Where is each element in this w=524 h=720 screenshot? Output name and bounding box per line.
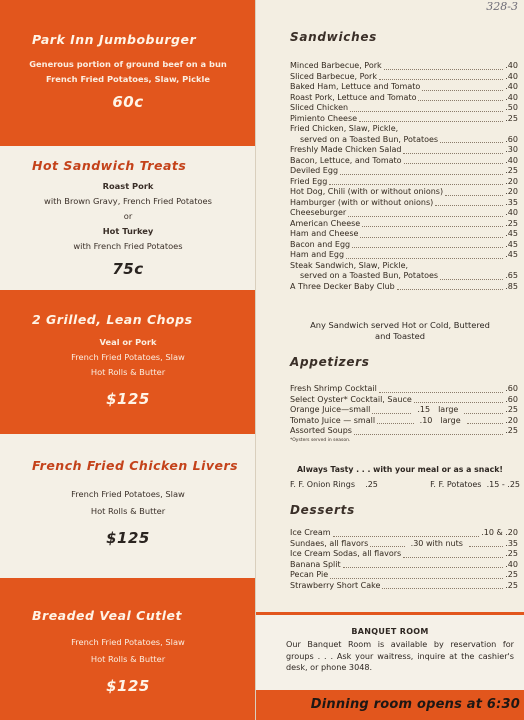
sandwich-note xyxy=(276,320,524,342)
sandwich-name: Steak Sandwich, Slaw, Pickle, xyxy=(290,260,409,270)
sandwich-price: .20 xyxy=(505,176,518,186)
livers-line2: Hot Rolls & Butter xyxy=(90,506,166,516)
sandwich-item xyxy=(290,82,518,93)
jumboburger-line1: Generous portion of ground beef on a bun xyxy=(29,59,227,69)
juice-large-label: large xyxy=(440,415,461,425)
sandwich-note-line2: and Toasted xyxy=(374,331,425,341)
sandwich-item xyxy=(290,261,518,272)
sandwich-price: .45 xyxy=(505,229,518,238)
hot-sandwich-title: Hot Sandwich Treats xyxy=(32,158,187,173)
sandwich-name: served on a Toasted Bun, Potatoes xyxy=(300,271,439,280)
veal-line1: French Fried Potatoes, Slaw xyxy=(71,637,185,647)
livers-line1: French Fried Potatoes, Slaw xyxy=(71,489,185,499)
leader-dots xyxy=(333,536,480,537)
leader-dots xyxy=(348,216,503,217)
sandwich-name: Pimiento Cheese xyxy=(290,113,358,123)
appetizer-price: .60 xyxy=(505,384,518,393)
chops-line3: Hot Rolls & Butter xyxy=(90,367,166,377)
dessert-name: Ice Cream xyxy=(290,528,331,537)
sandwich-name: Bacon and Egg xyxy=(290,239,351,249)
hot-sandwich-line2: with Brown Gravy, French Fried Potatoes xyxy=(44,196,212,206)
leader-dots xyxy=(440,142,503,143)
sandwich-price: .35 xyxy=(505,197,518,207)
leader-dots xyxy=(403,153,503,154)
sandwich-item xyxy=(290,114,518,125)
dessert-price: .25 xyxy=(505,549,518,558)
sandwich-item xyxy=(290,93,518,104)
dining-room-banner xyxy=(256,690,524,720)
sandwich-name: A Three Decker Baby Club xyxy=(290,281,395,291)
hot-sandwich-line5: with French Fried Potatoes xyxy=(73,241,183,251)
chops-line2: French Fried Potatoes, Slaw xyxy=(71,352,185,362)
dessert-item xyxy=(290,570,518,581)
sandwich-item xyxy=(290,240,518,251)
dessert-price: .10 & .20 xyxy=(481,528,518,537)
sides-row xyxy=(290,480,520,489)
sandwich-name: Ham and Egg xyxy=(290,250,345,259)
veal-line2: Hot Rolls & Butter xyxy=(90,654,166,664)
leader-dots xyxy=(435,205,503,206)
desserts-list xyxy=(290,528,518,591)
chops-line1: Veal or Pork xyxy=(99,337,157,347)
livers-block xyxy=(0,434,256,578)
sandwich-item xyxy=(290,177,518,188)
leader-dots xyxy=(372,413,411,414)
sandwich-price: .40 xyxy=(505,208,518,217)
juice-item xyxy=(290,416,518,427)
sandwich-name: Baked Ham, Lettuce and Tomato xyxy=(290,82,421,91)
leader-dots xyxy=(330,578,503,579)
jumboburger-line2: French Fried Potatoes, Slaw, Pickle xyxy=(45,74,211,84)
dessert-name: Strawberry Short Cake xyxy=(290,580,381,590)
leader-dots xyxy=(329,184,503,185)
soups-price: .25 xyxy=(505,426,518,435)
onion-rings-price: .25 xyxy=(365,480,378,489)
always-tasty-text: Always Tasty . . . with your meal or as a snack! xyxy=(297,465,503,474)
sandwich-price: .85 xyxy=(505,281,518,291)
sandwich-item xyxy=(290,219,518,230)
leader-dots xyxy=(350,111,503,112)
leader-dots xyxy=(440,279,503,280)
ff-potatoes-price: .15 - .25 xyxy=(486,480,520,489)
juice-small-price: .15 xyxy=(417,405,431,414)
sandwich-price: .65 xyxy=(505,271,518,280)
leader-dots xyxy=(403,557,503,558)
sandwich-price: .60 xyxy=(505,134,518,144)
leader-dots xyxy=(469,546,503,547)
leader-dots xyxy=(362,226,503,227)
sandwich-item xyxy=(290,271,518,282)
dessert-mid-price: .30 with nuts xyxy=(410,538,463,548)
leader-dots xyxy=(354,434,503,435)
leader-dots xyxy=(360,237,503,238)
juice-name: Orange Juice—small xyxy=(290,405,371,414)
dessert-price: .35 xyxy=(505,538,519,548)
sandwich-name: Fried Egg xyxy=(290,176,328,186)
sandwich-price: .40 xyxy=(505,155,518,165)
desserts-heading: Desserts xyxy=(290,503,355,517)
ff-potatoes xyxy=(430,480,520,489)
leader-dots xyxy=(343,567,504,568)
dessert-item xyxy=(290,528,518,539)
sandwich-name: American Cheese xyxy=(290,218,361,228)
sandwich-name: Fried Chicken, Slaw, Pickle, xyxy=(290,124,399,133)
banquet-body: Our Banquet Room is available by reservation for groups . . . Ask your waitress, inquire at the cashier's desk, or phone 3048. xyxy=(286,639,514,672)
chops-price: $125 xyxy=(106,390,150,408)
dessert-name: Pecan Pie xyxy=(290,570,329,579)
leader-dots xyxy=(404,163,504,164)
veal-block xyxy=(0,578,256,720)
dessert-price: .40 xyxy=(505,559,518,569)
sandwich-price: .30 xyxy=(505,145,518,154)
veal-price: $125 xyxy=(106,677,150,695)
dessert-name: Ice Cream Sodas, all flavors xyxy=(290,549,402,558)
appetizer-item xyxy=(290,395,518,406)
veal-title: Breaded Veal Cutlet xyxy=(32,608,182,623)
sandwich-price: .25 xyxy=(505,218,518,228)
juice-large-price: .25 xyxy=(505,405,519,414)
sandwich-name: Sliced Barbecue, Pork xyxy=(290,71,377,81)
sandwich-note-line1: Any Sandwich served Hot or Cold, Buttered xyxy=(310,320,490,330)
hot-sandwich-line1: Roast Pork xyxy=(102,181,154,191)
sandwich-item xyxy=(290,103,518,114)
livers-price: $125 xyxy=(106,529,150,547)
appetizer-name: Select Oyster* Cocktail, Sauce xyxy=(290,394,412,404)
leader-dots xyxy=(377,423,414,424)
juice-small-price: .10 xyxy=(419,415,433,425)
sandwich-name: Minced Barbecue, Pork xyxy=(290,61,382,70)
leader-dots xyxy=(384,69,504,70)
hot-sandwich-line4: Hot Turkey xyxy=(102,226,154,236)
appetizer-item xyxy=(290,384,518,395)
sandwich-price: .40 xyxy=(505,82,518,91)
onion-rings-name: F. F. Onion Rings xyxy=(290,480,355,489)
sandwich-price: .40 xyxy=(505,71,518,81)
sandwich-item xyxy=(290,187,518,198)
chops-block xyxy=(0,290,256,434)
dining-room-text: Dinning room opens at 6:30 xyxy=(310,697,520,712)
sandwich-price: .40 xyxy=(505,61,518,70)
sandwich-name: Deviled Egg xyxy=(290,166,339,175)
sandwich-name: Freshly Made Chicken Salad xyxy=(290,145,402,154)
sandwiches-list xyxy=(290,61,518,292)
juice-item xyxy=(290,405,518,416)
juice-large-label: large xyxy=(438,405,459,414)
left-column xyxy=(0,0,256,720)
leader-dots xyxy=(418,100,503,101)
dessert-name: Banana Split xyxy=(290,559,341,569)
sandwich-item xyxy=(290,229,518,240)
jumboburger-price: 60c xyxy=(112,93,144,111)
jumboburger-block xyxy=(0,0,256,146)
leader-dots xyxy=(370,546,404,547)
leader-dots xyxy=(379,392,503,393)
banquet-room-box xyxy=(256,612,524,690)
sandwich-name: Hot Dog, Chili (with or without onions) xyxy=(290,187,444,196)
dessert-item xyxy=(290,581,518,592)
sandwich-price: .50 xyxy=(505,103,518,112)
livers-title: French Fried Chicken Livers xyxy=(32,458,239,473)
sandwich-item xyxy=(290,61,518,72)
sandwich-item xyxy=(290,135,518,146)
jumboburger-title: Park Inn Jumboburger xyxy=(32,32,197,47)
sandwich-price: .45 xyxy=(505,239,518,249)
chops-title: 2 Grilled, Lean Chops xyxy=(32,312,193,327)
sandwich-name: Ham and Cheese xyxy=(290,229,359,238)
juice-large-price: .20 xyxy=(505,415,518,425)
leader-dots xyxy=(352,247,503,248)
soups-name: Assorted Soups xyxy=(290,426,352,435)
sandwich-name: Hamburger (with or without onions) xyxy=(290,197,434,207)
ff-potatoes-name: F. F. Potatoes xyxy=(430,480,482,489)
banquet-title: BANQUET ROOM xyxy=(351,627,429,636)
leader-dots xyxy=(467,423,504,424)
appetizer-price: .60 xyxy=(505,394,518,404)
sandwich-name: Sliced Chicken xyxy=(290,103,349,112)
hot-sandwich-price: 75c xyxy=(112,260,144,278)
sandwich-item xyxy=(290,72,518,83)
oyster-footnote: *Oysters served in season. xyxy=(290,437,351,443)
hot-sandwich-block xyxy=(0,146,256,290)
leader-dots xyxy=(379,79,503,80)
appetizer-name: Fresh Shrimp Cocktail xyxy=(290,384,377,393)
dessert-item xyxy=(290,549,518,560)
sandwich-price: .45 xyxy=(505,250,518,259)
leader-dots xyxy=(464,413,503,414)
sandwich-item xyxy=(290,166,518,177)
appetizers-heading: Appetizers xyxy=(290,355,370,369)
sandwich-item xyxy=(290,124,518,135)
leader-dots xyxy=(382,588,503,589)
leader-dots xyxy=(422,90,503,91)
leader-dots xyxy=(397,289,504,290)
dessert-name: Sundaes, all flavors xyxy=(290,538,369,548)
sandwich-item xyxy=(290,250,518,261)
sandwich-item xyxy=(290,145,518,156)
leader-dots xyxy=(445,195,503,196)
leader-dots xyxy=(359,121,503,122)
sandwich-item xyxy=(290,198,518,209)
leader-dots xyxy=(414,402,504,403)
sandwich-item xyxy=(290,156,518,167)
appetizers-list xyxy=(290,384,518,444)
dessert-price: .25 xyxy=(505,570,518,579)
appetizer-item-soups xyxy=(290,426,518,437)
hot-sandwich-line3: or xyxy=(123,211,133,221)
right-column xyxy=(256,0,524,720)
juice-name: Tomato Juice — small xyxy=(290,415,376,425)
sandwich-item xyxy=(290,282,518,293)
handwritten-note: 328-3 xyxy=(486,0,518,13)
sandwich-name: served on a Toasted Bun, Potatoes xyxy=(300,134,439,144)
sandwich-name: Roast Pork, Lettuce and Tomato xyxy=(290,92,417,102)
dessert-item xyxy=(290,560,518,571)
sandwich-item xyxy=(290,208,518,219)
sandwich-price: .40 xyxy=(505,92,518,102)
dessert-price: .25 xyxy=(505,580,518,590)
sandwich-price: .25 xyxy=(505,113,518,123)
sandwich-name: Cheeseburger xyxy=(290,208,347,217)
sandwich-price: .20 xyxy=(505,187,518,196)
sandwiches-heading: Sandwiches xyxy=(290,30,378,44)
sandwich-name: Bacon, Lettuce, and Tomato xyxy=(290,155,402,165)
leader-dots xyxy=(340,174,503,175)
leader-dots xyxy=(346,258,503,259)
dessert-item xyxy=(290,539,518,550)
sandwich-price: .25 xyxy=(505,166,518,175)
onion-rings xyxy=(290,480,378,489)
